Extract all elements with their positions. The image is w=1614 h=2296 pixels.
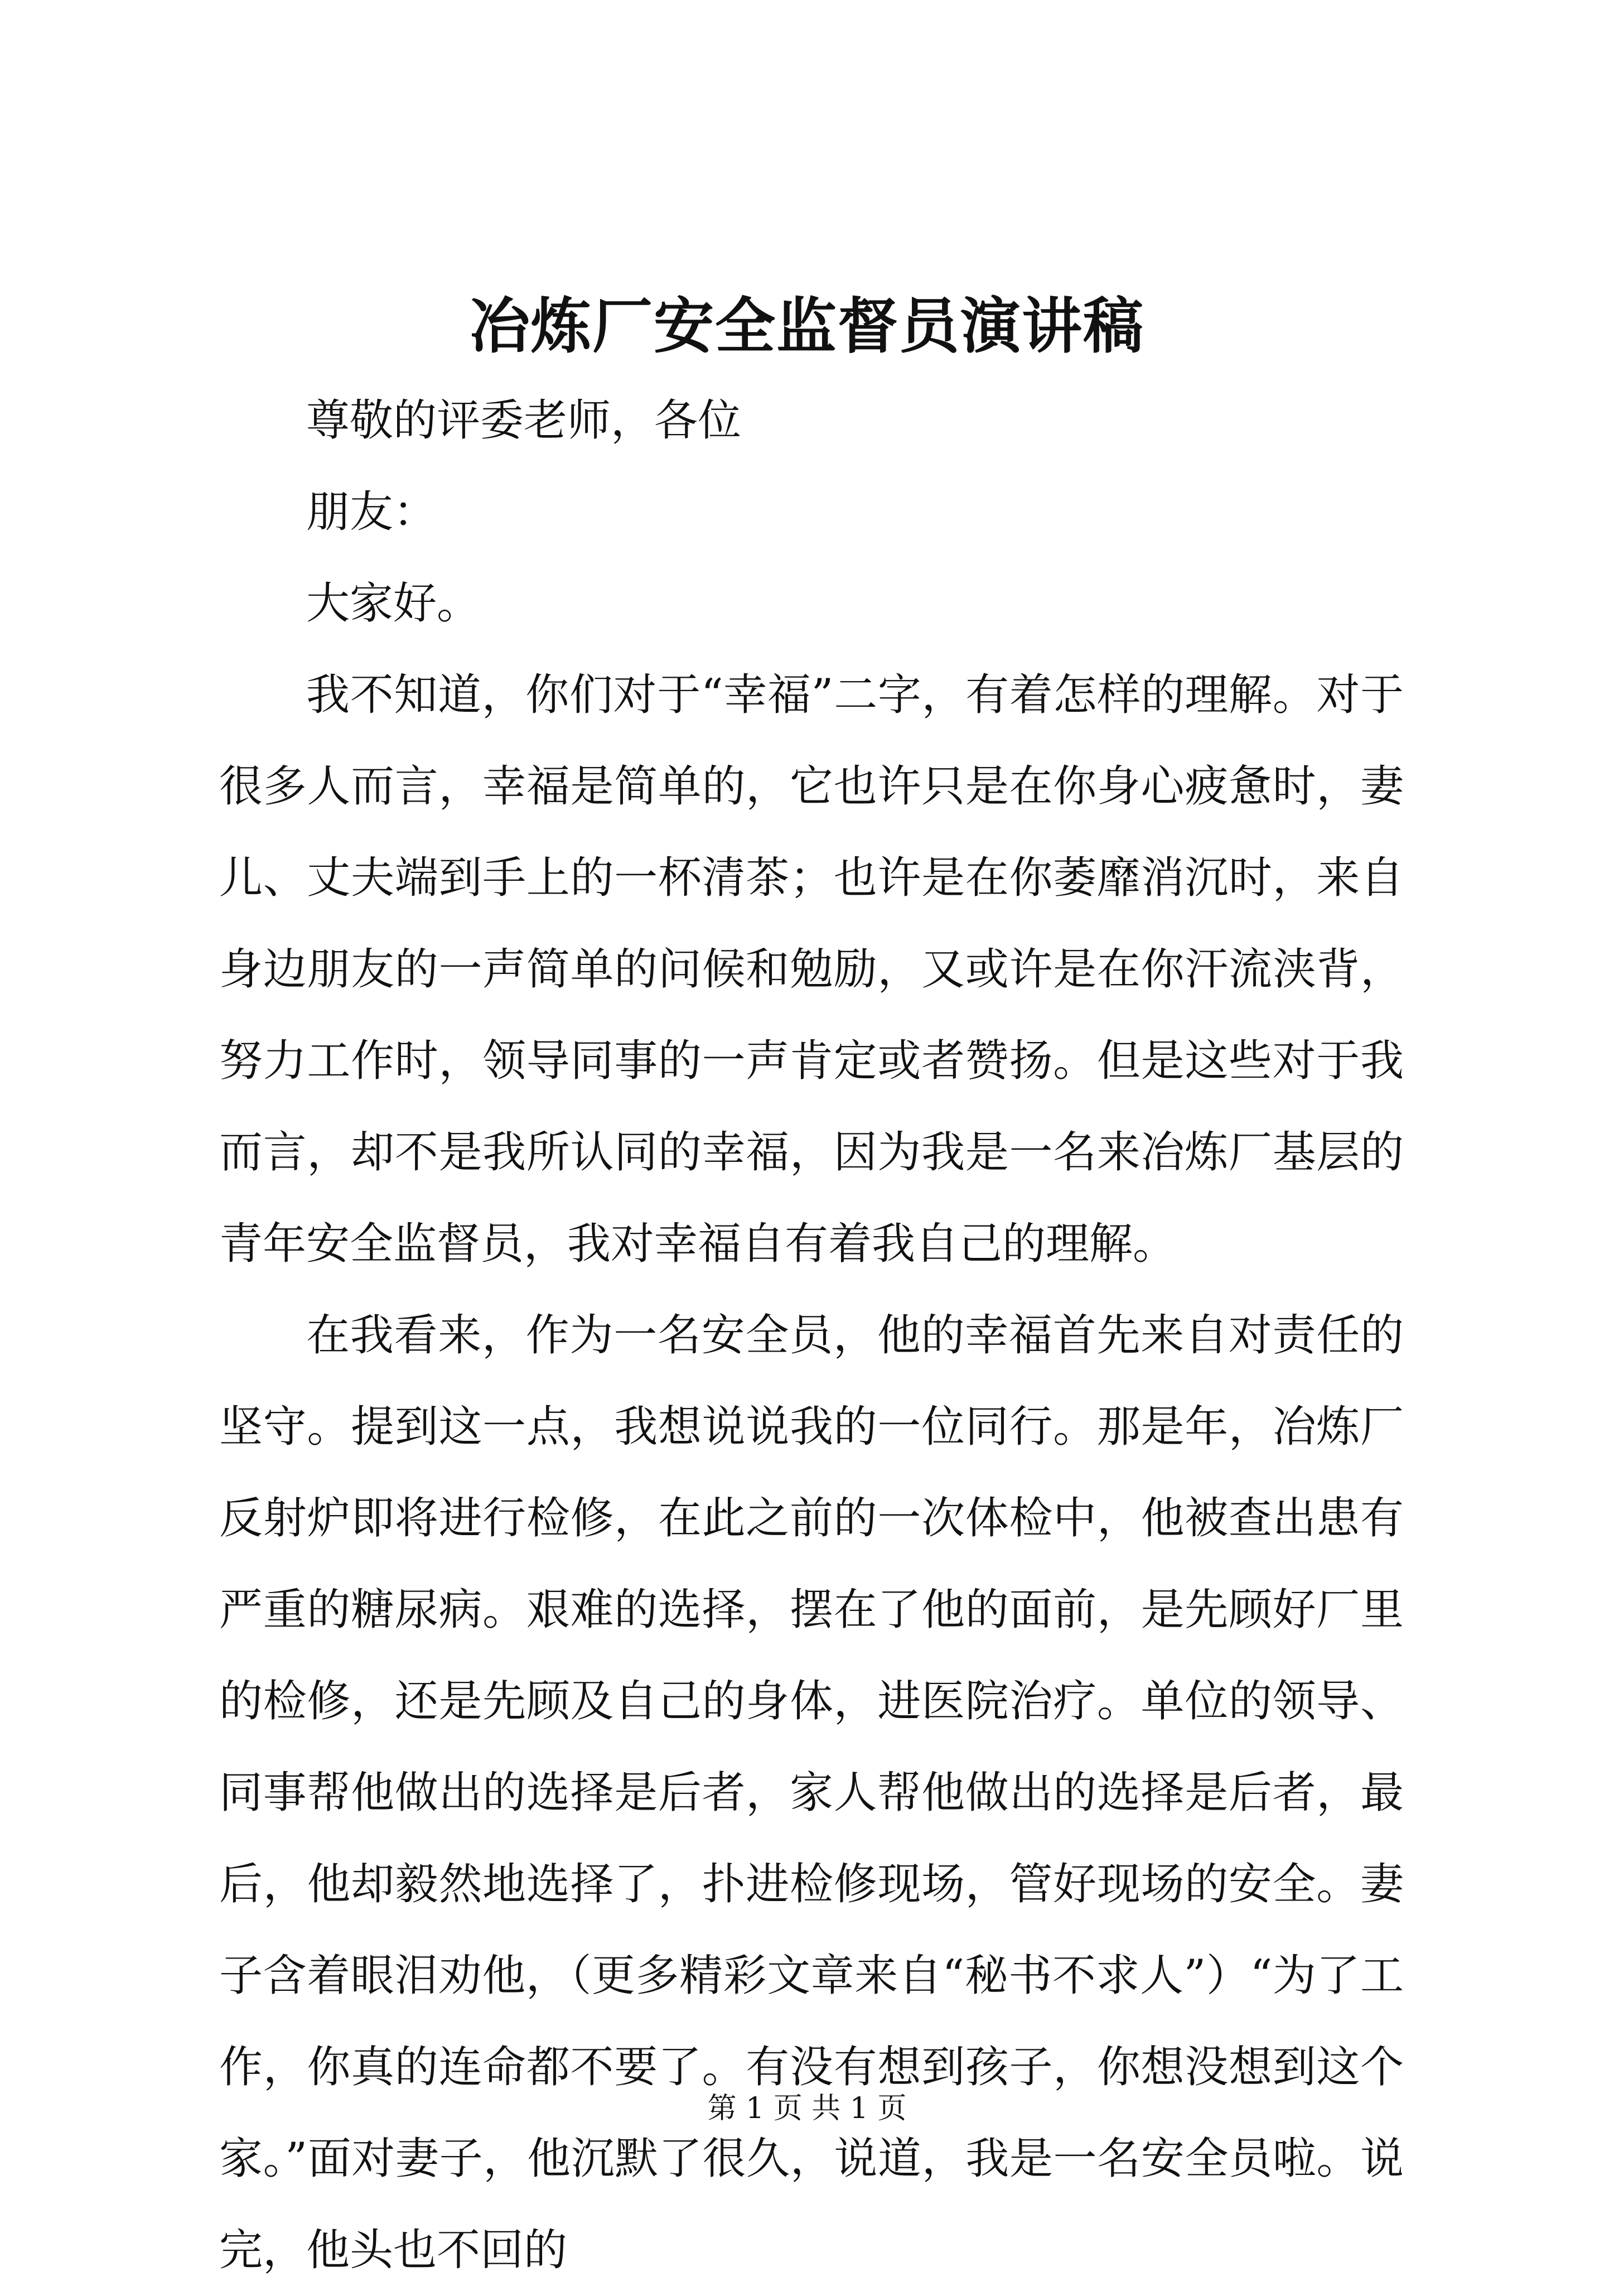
paragraph-1: 我不知道，你们对于“幸福”二字，有着怎样的理解。对于很多人而言，幸福是简单的，它也许只是在你身心疲惫时，妻儿、丈夫端到手上的一杯清茶；也许是在你萎靡消沉时，来自身边朋友的一声简单的问候和勉励，又或许是在你汗流浃背，努力工作时，领导同事的一声肯定或者赞扬。但是这些对于我而言，却不是我所认同的幸福，因为我是一名来冶炼厂基层的青年安全监督员，我对幸福自有着我自己的理解。 <box>219 670 1404 1269</box>
greeting: 大家好。 <box>306 578 481 629</box>
salutation-line-1: 尊敬的评委老师，各位 <box>306 395 742 446</box>
salutation-line-2: 朋友： <box>306 487 437 537</box>
paragraph-2: 在我看来，作为一名安全员，他的幸福首先来自对责任的坚守。提到这一点，我想说说我的一位同行。那是年，冶炼厂反射炉即将进行检修，在此之前的一次体检中，他被查出患有严重的糖尿病。艰难的选择，摆在了他的面前，是先顾好厂里的检修，还是先顾及自己的身体，进医院治疗。单位的领导、同事帮他做出的选择是后者，家人帮他做出的选择是后者，最后，他却毅然地选择了，扑进检修现场，管好现场的安全。妻子含着眼泪劝他，（更多精彩文章来自“秘书不求人”）“为了工作，你真的连命都不要了。有没有想到孩子，你想没想到这个家。”面对妻子，他沉默了很久，说道，我是一名安全员啦。说完，他头也不回的 <box>219 1310 1404 2275</box>
document-body <box>219 375 1404 2296</box>
document-title: 冶炼厂安全监督员演讲稿 <box>469 291 1144 361</box>
page-footer: 第 1 页 共 1 页 <box>707 2092 907 2125</box>
